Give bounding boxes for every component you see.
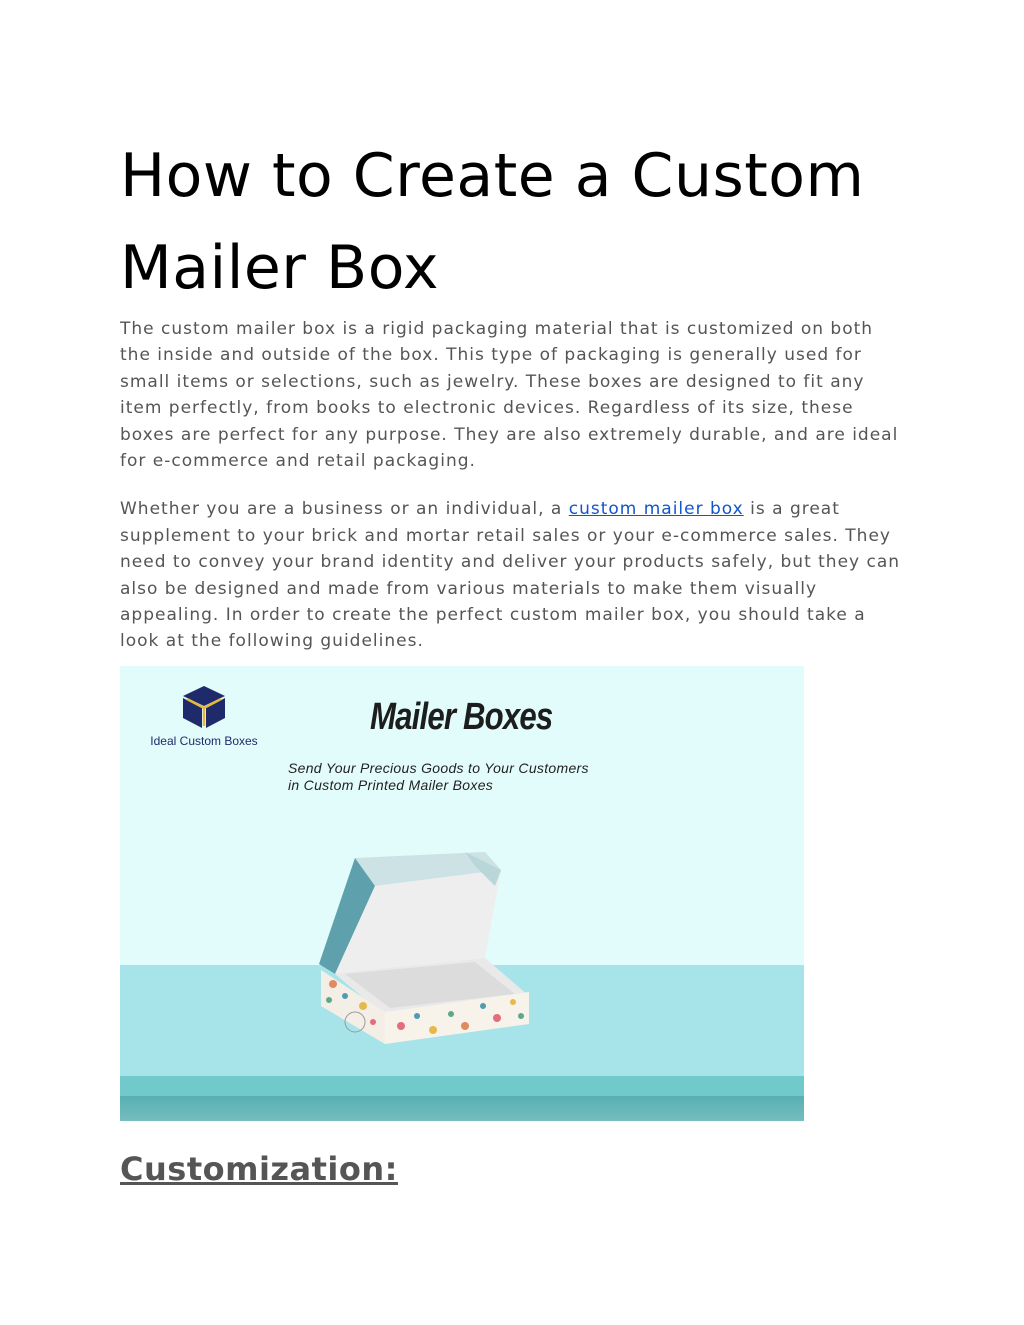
guidelines-paragraph xyxy=(120,496,910,654)
section-heading-customization: Customization: xyxy=(120,1150,398,1188)
brand-logo xyxy=(134,684,274,748)
paragraph-text-before-link: Whether you are a business or an individual, a xyxy=(120,499,569,520)
article xyxy=(120,130,910,655)
page-title: How to Create a Custom Mailer Box xyxy=(120,141,865,303)
logo-text: Ideal Custom Boxes xyxy=(150,734,258,748)
custom-mailer-box-link[interactable]: custom mailer box xyxy=(568,499,744,520)
cube-logo-icon xyxy=(181,684,227,730)
paragraph-text-after-link: is a great supplement to your brick and mortar retail sales or your e-commerce sales. They need to convey your brand identity and deliver your products safely, but they can also be designed and made from various materials to make them visually appealing. In order to create the perfect custom mailer box, you should take a look at the following guidelines. xyxy=(120,499,901,652)
banner-subtitle-line-2: in Custom Printed Mailer Boxes xyxy=(288,777,494,793)
banner-title: Mailer Boxes xyxy=(370,696,553,738)
banner-floor-shadow xyxy=(120,1096,804,1121)
intro-paragraph: The custom mailer box is a rigid packaging material that is customized on both the inside and outside of the box. This type of packaging is generally used for small items or selections, such as jewelry. These boxes are designed to fit any item perfectly, from books to electronic devices. Regardless of its size, these boxes are perfect for any purpose. They are also extremely durable, and are ideal for e-commerce and retail packaging. xyxy=(120,319,899,472)
mailer-box-illustration xyxy=(315,846,555,1046)
mailer-boxes-banner-image xyxy=(120,666,804,1121)
banner-floor-edge xyxy=(120,1076,804,1096)
banner-subtitle-line-1: Send Your Precious Goods to Your Customers xyxy=(288,760,589,776)
banner-subtitle xyxy=(288,760,589,794)
